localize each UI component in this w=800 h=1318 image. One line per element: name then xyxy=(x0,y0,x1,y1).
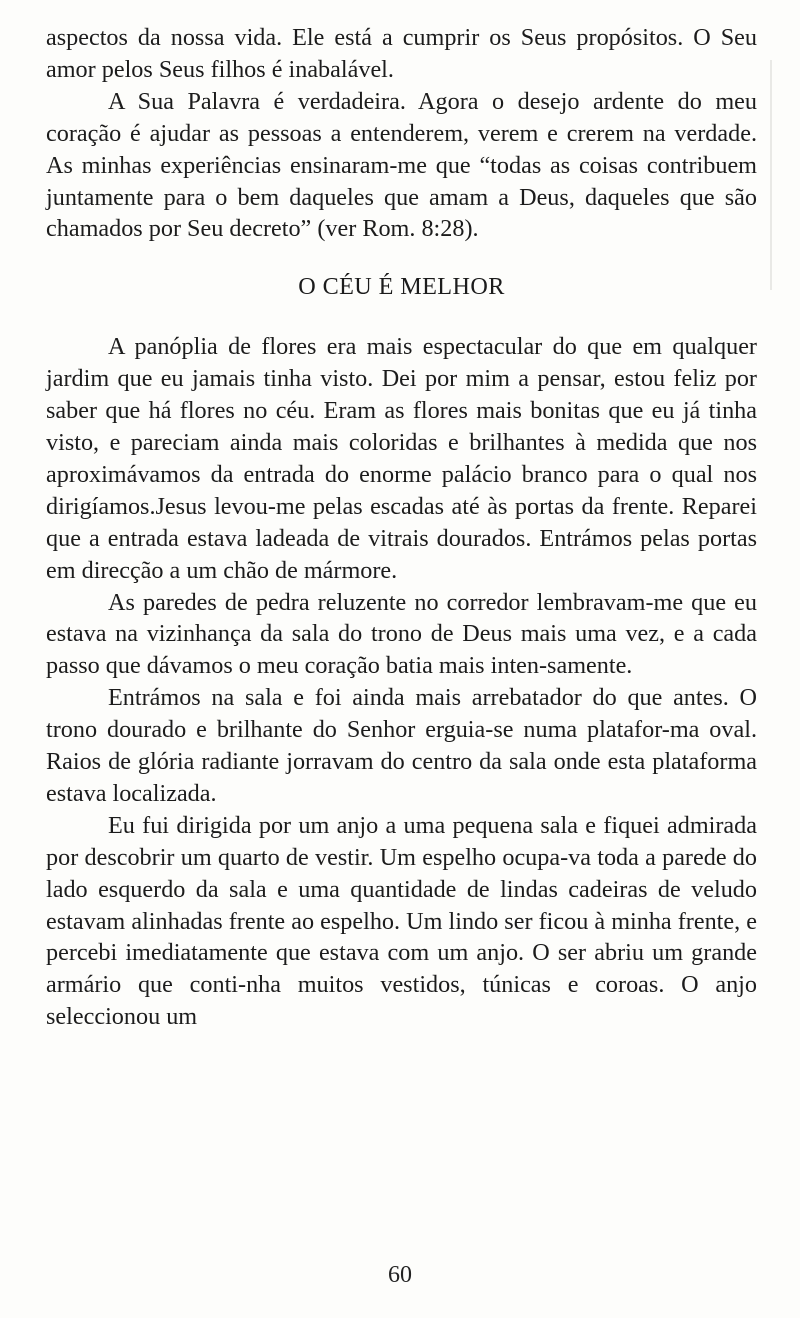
scan-edge-mark xyxy=(770,60,772,290)
page-number: 60 xyxy=(388,1262,412,1288)
paragraph-continued: aspectos da nossa vida. Ele está a cumprir os Seus propósitos. O Seu amor pelos Seus filhos é inabalável. xyxy=(46,24,757,83)
paragraph: Entrámos na sala e foi ainda mais arrebatador do que antes. O trono dourado e brilhante do Senhor erguia-se numa platafor-ma oval. Raios de glória radiante jorravam do centro da sala onde esta plataforma estava localizada. xyxy=(46,684,757,807)
paragraph: Eu fui dirigida por um anjo a uma pequena sala e fiquei admirada por descobrir um quarto de vestir. Um espelho ocupa-va toda a parede do lado esquerdo da sala e uma quantidade de lindas cadeiras de veludo estavam alinhadas frente ao espelho. Um lindo ser ficou à minha frente, e percebi imediatamente que estava com um anjo. O ser abriu um grande armário que conti-nha muitos vestidos, túnicas e coroas. O anjo seleccionou um xyxy=(46,811,757,1031)
paragraph: A Sua Palavra é verdadeira. Agora o desejo ardente do meu coração é ajudar as pessoas a entenderem, verem e crerem na verdade. As minhas experiências ensinaram-me que “todas as coisas contribuem juntamente para o bem daqueles que amam a Deus, daqueles que são chamados por Seu decreto” (ver Rom. 8:28). xyxy=(46,87,757,243)
paragraph: A panóplia de flores era mais espectacular do que em qualquer jardim que eu jamais tinha visto. Dei por mim a pensar, estou feliz por saber que há flores no céu. Eram as flores mais bonitas que eu já tinha visto, e pareciam ainda mais coloridas e brilhantes à medida que nos aproximávamos da entrada do enorme palácio branco para o qual nos dirigíamos.Jesus levou-me pelas escadas até às portas da frente. Reparei que a entrada estava ladeada de vitrais dourados. Entrámos pelas portas em direcção a um chão de mármore. xyxy=(46,333,757,584)
section-heading: O CÉU É MELHOR xyxy=(298,273,505,301)
paragraph: As paredes de pedra reluzente no corredor lembravam-me que eu estava na vizinhança da sala do trono de Deus mais uma vez, e a cada passo que dávamos o meu coração batia mais inten-samente. xyxy=(46,588,757,680)
body-text xyxy=(46,22,757,1033)
